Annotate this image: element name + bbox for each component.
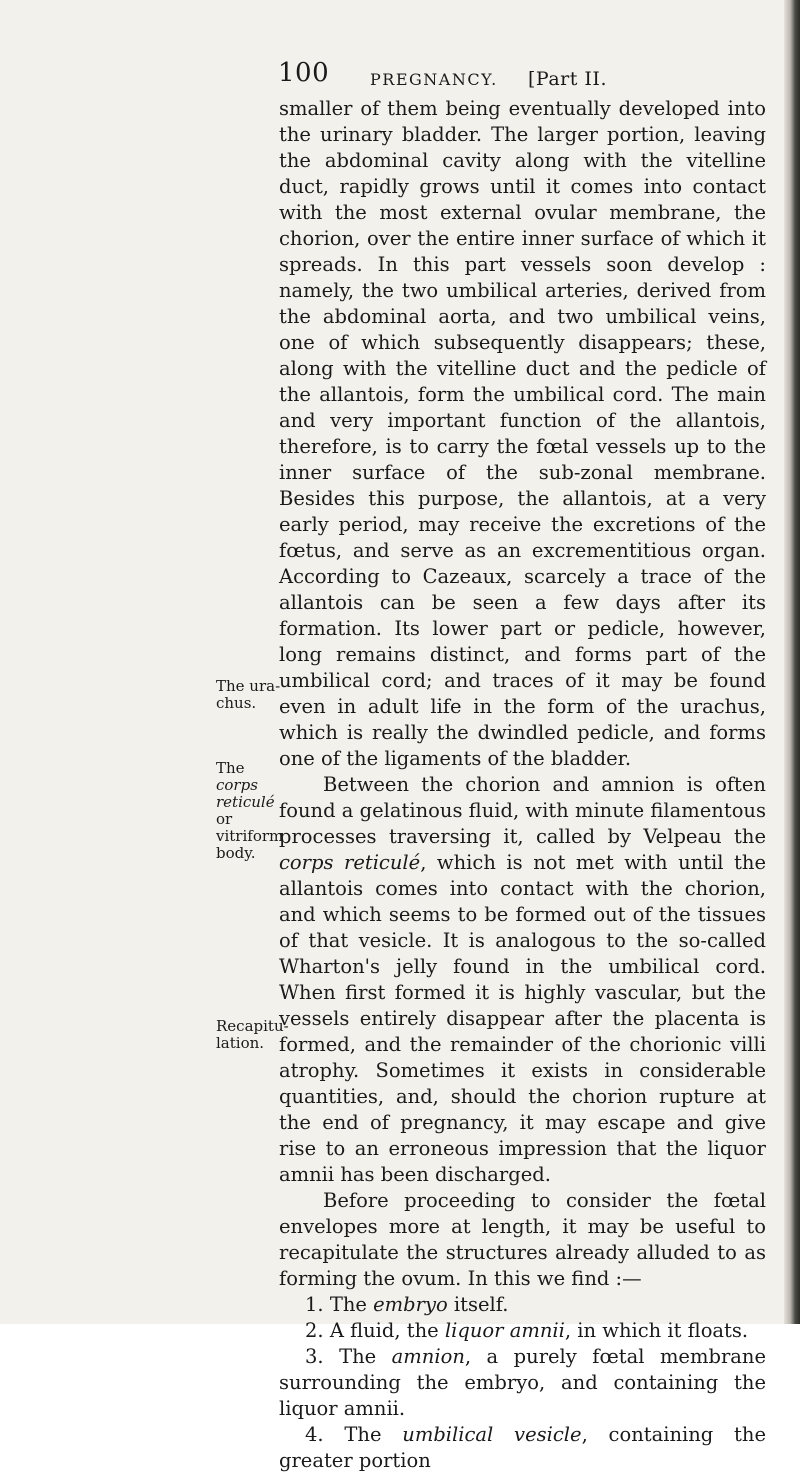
list-item-number: 4.: [305, 1423, 324, 1446]
list-item-number: 3.: [305, 1345, 324, 1368]
list-item-pre: The: [344, 1423, 403, 1446]
paragraph-recapitulation: Before proceeding to consider the fœtal envelopes more at length, it may be useful to recapitulate the structures already alluded to as forming the ovum. In this we find :—: [279, 1189, 766, 1290]
list-item-post: , containing the greater portion: [279, 1423, 766, 1472]
margin-note-corps-pre: The: [216, 759, 245, 777]
margin-note-corps-post: or vitriform body.: [216, 810, 284, 862]
list-item: [279, 1292, 766, 1318]
list-item-pre: The: [339, 1345, 392, 1368]
list-item-italic: amnion: [391, 1345, 465, 1368]
list-item: [279, 1344, 766, 1422]
margin-note-recapitulation-text: Recapitu-lation.: [216, 1017, 289, 1052]
margin-note-urachus-text: The ura-chus.: [216, 677, 281, 712]
list-item-italic: embryo: [373, 1293, 448, 1316]
paragraph-allantois: smaller of them being eventually developed into the urinary bladder. The larger portion, leaving the abdominal cavity along with the vitelline duct, rapidly grows until it comes into contact with the most external ovular membrane, the chorion, over the entire inner surface of which it spreads. In this part vessels soon develop : namely, the two umbilical arteries, derived from the abdominal aorta, and two umbilical veins, one of which subsequently disappears; these, along with the vitelline duct and the pedicle of the allantois, form the umbilical cord. The main and very important function of the allantois, therefore, is to carry the fœtal vessels up to the inner surface of the sub-zonal membrane. Besides this purpose, the allantois, at a very early period, may receive the excretions of the fœtus, and serve as an excrementitious organ. According to Cazeaux, scarcely a trace of the allantois can be seen a few days after its formation. Its lower part or pedicle, however, long remains distinct, and forms part of the umbilical cord; and traces of it may be found even in adult life in the form of the urachus, which is really the dwindled pedicle, and forms one of the ligaments of the bladder.: [279, 97, 766, 770]
paragraph-corps-before: Between the chorion and amnion is often found a gelatinous fluid, with minute filamentous processes traversing it, called by Velpeau the: [279, 773, 766, 848]
margin-note-corps-italic: corps reticulé: [216, 776, 275, 811]
list-item-italic: liquor amnii: [444, 1319, 565, 1342]
paragraph-corps-italic: corps reticulé: [279, 851, 421, 874]
margin-note-recapitulation: [216, 1018, 288, 1052]
list-item-number: 1.: [305, 1293, 324, 1316]
page-number: 100: [278, 58, 330, 88]
list-item-post: , a purely fœtal membrane surrounding the embryo, and containing the liquor amnii.: [279, 1345, 766, 1420]
page-binding-edge: [784, 0, 800, 1324]
list-item-italic: umbilical vesicle: [402, 1423, 582, 1446]
list-item: [279, 1422, 766, 1474]
list-item: [279, 1318, 766, 1344]
list-item-post: itself.: [447, 1293, 509, 1316]
margin-note-corps-reticule: [216, 760, 288, 862]
paragraph-corps-reticule: [279, 772, 766, 1188]
list-item-number: 2.: [305, 1319, 324, 1342]
list-item-pre: A fluid, the: [329, 1319, 445, 1342]
part-label: [Part II.: [528, 68, 607, 90]
running-title: PREGNANCY.: [370, 70, 498, 89]
body-text: [279, 96, 766, 1474]
list-item-pre: The: [329, 1293, 374, 1316]
running-head: [272, 58, 782, 98]
list-item-post: , in which it floats.: [564, 1319, 749, 1342]
margin-note-urachus: [216, 678, 288, 712]
paragraph-corps-after: , which is not met with until the allantois comes into contact with the chorion, and which seems to be formed out of the tissues of that vesicle. It is analogous to the so-called Wharton's jelly found in the umbilical cord. When first formed it is highly vascular, but the vessels entirely disappear after the placenta is formed, and the remainder of the chorionic villi atrophy. Sometimes it exists in considerable quantities, and, should the chorion rupture at the end of pregnancy, it may escape and give rise to an erroneous impression that the liquor amnii has been discharged.: [279, 851, 766, 1186]
